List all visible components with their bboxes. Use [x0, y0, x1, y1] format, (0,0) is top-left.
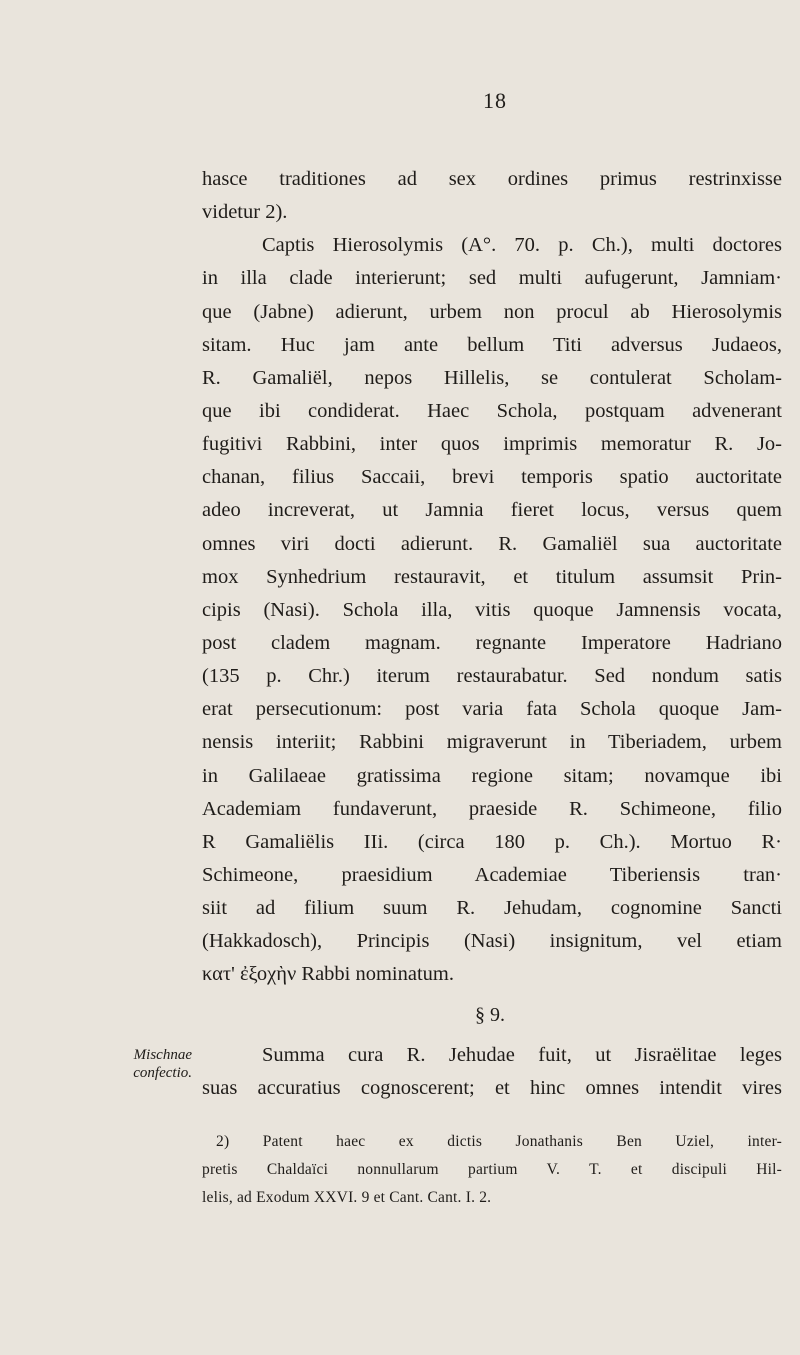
footnote-line: pretis Chaldaïci nonnullarum partium V. T. et discipuli Hil-: [202, 1161, 782, 1178]
section-heading: § 9.: [475, 1004, 505, 1026]
margin-note-line: Mischnae: [133, 1047, 192, 1063]
margin-note-line: confectio.: [133, 1065, 192, 1081]
text-line: R Gamaliëlis IIi. (circa 180 p. Ch.). Mortuo R·: [202, 831, 782, 853]
text-line: suas accuratius cognoscerent; et hinc omnes intendit vires: [202, 1077, 782, 1099]
text-line: Summa cura R. Jehudae fuit, ut Jisraëlitae leges: [262, 1044, 782, 1066]
text-line: sitam. Huc jam ante bellum Titi adversus Judaeos,: [202, 334, 782, 356]
text-line: Schimeone, praesidium Academiae Tiberiensis tran·: [202, 864, 782, 886]
text-line: post cladem magnam. regnante Imperatore Hadriano: [202, 632, 782, 654]
text-line: hasce traditiones ad sex ordines primus restrinxisse: [202, 168, 782, 190]
text-line: κατ' ἐξοχὴν Rabbi nominatum.: [202, 963, 454, 985]
text-line: que (Jabne) adierunt, urbem non procul ab Hierosolymis: [202, 301, 782, 323]
text-line: R. Gamaliël, nepos Hillelis, se contulerat Scholam-: [202, 367, 782, 389]
margin-note: [82, 1046, 192, 1082]
text-line: chanan, filius Saccaii, brevi temporis spatio auctoritate: [202, 466, 782, 488]
text-line: omnes viri docti adierunt. R. Gamaliël sua auctoritate: [202, 533, 782, 555]
footnote-line: 2) Patent haec ex dictis Jonathanis Ben Uziel, inter-: [216, 1133, 782, 1150]
text-line: nensis interiit; Rabbini migraverunt in Tiberiadem, urbem: [202, 731, 782, 753]
footnote-line: lelis, ad Exodum XXVI. 9 et Cant. Cant. I. 2.: [202, 1189, 492, 1206]
text-line: cipis (Nasi). Schola illa, vitis quoque Jamnensis vocata,: [202, 599, 782, 621]
text-line: erat persecutionum: post varia fata Schola quoque Jam-: [202, 698, 782, 720]
text-line: in illa clade interierunt; sed multi aufugerunt, Jamniam·: [202, 267, 782, 289]
text-line: (135 p. Chr.) iterum restaurabatur. Sed nondum satis: [202, 665, 782, 687]
text-line: videtur 2).: [202, 201, 288, 223]
text-line: in Galilaeae gratissima regione sitam; novamque ibi: [202, 765, 782, 787]
text-line: siit ad filium suum R. Jehudam, cognomine Sancti: [202, 897, 782, 919]
text-line: adeo increverat, ut Jamnia fieret locus, versus quem: [202, 499, 782, 521]
text-line: mox Synhedrium restauravit, et titulum assumsit Prin-: [202, 566, 782, 588]
page-number: 18: [483, 88, 507, 113]
text-line: (Hakkadosch), Principis (Nasi) insignitum, vel etiam: [202, 930, 782, 952]
text-line: fugitivi Rabbini, inter quos imprimis memoratur R. Jo-: [202, 433, 782, 455]
text-line: Captis Hierosolymis (A°. 70. p. Ch.), multi doctores: [262, 234, 782, 256]
text-line: Academiam fundaverunt, praeside R. Schimeone, filio: [202, 798, 782, 820]
text-line: que ibi condiderat. Haec Schola, postquam advenerant: [202, 400, 782, 422]
